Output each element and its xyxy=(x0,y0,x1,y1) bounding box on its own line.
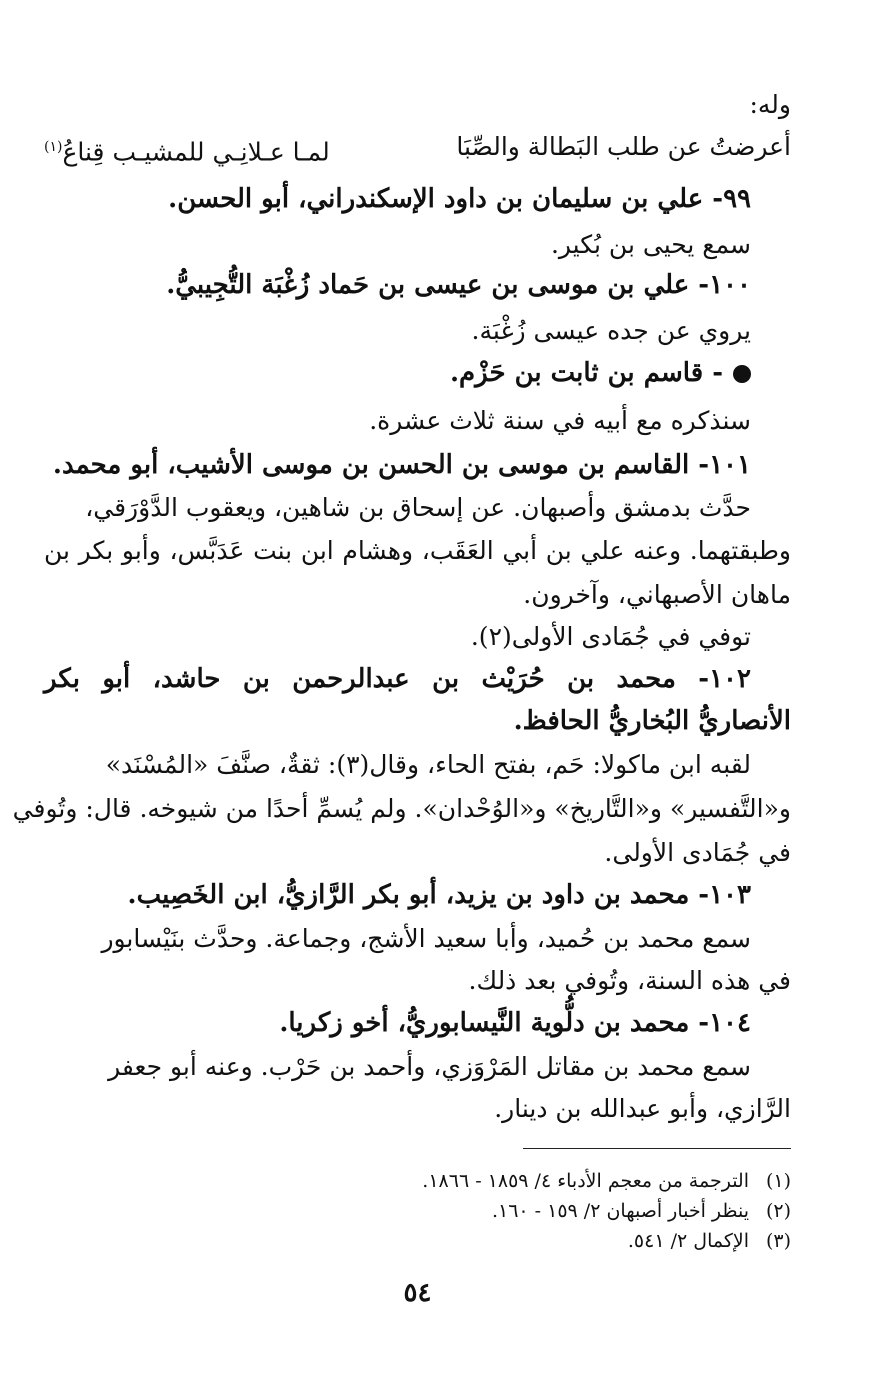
entry-heading-qasim-text: - قاسم بن ثابت بن حَزْم. xyxy=(449,358,723,388)
footnote-number: (١) xyxy=(765,1170,791,1192)
book-page xyxy=(12,88,791,1374)
footnote-text: ينظر أخبار أصبهان ٢/ ١٥٩ - ١٦٠. xyxy=(491,1200,749,1222)
verse-hemistich-second xyxy=(44,130,330,169)
entry-heading-99: ٩٩- علي بن سليمان بن داود الإسكندراني، أبو الحسن. xyxy=(168,184,751,214)
entry-heading-100: ١٠٠- علي بن موسى بن عيسى بن حَماد زُغْبَة التُّجِيبيُّ. xyxy=(166,270,751,300)
entry-body-99: سمع يحيى بن بُكير. xyxy=(550,230,751,259)
entry-body-104-line2: الرَّازي، وأبو عبدالله بن دينار. xyxy=(494,1094,791,1123)
entry-body-103-line1: سمع محمد بن حُميد، وأبا سعيد الأشج، وجماعة. وحدَّث بنَيْسابور xyxy=(101,924,751,953)
entry-body-101-line3: ماهان الأصبهاني، وآخرون. xyxy=(523,580,791,609)
page-number: ٥٤ xyxy=(403,1278,432,1308)
entry-body-101-line1: حدَّث بدمشق وأصبهان. عن إسحاق بن شاهين، ويعقوب الدَّوْرَقي، xyxy=(85,493,751,522)
intro-line: وله: xyxy=(749,90,791,119)
footnote-2 xyxy=(44,1198,791,1224)
entry-body-102-line3: في جُمَادى الأولى. xyxy=(604,838,791,867)
verse-hemistich-second-text: لمـا عـلانِـي للمشيـب قِناعُ xyxy=(62,137,330,167)
entry-heading-104: ١٠٤- محمد بن دلُّوية النَّيسابوريُّ، أخو زكريا. xyxy=(279,1008,751,1038)
bullet-icon xyxy=(733,365,751,383)
entry-heading-102-line2: الأنصاريُّ البُخاريُّ الحافظ. xyxy=(513,706,791,736)
footnote-text: الإكمال ٢/ ٥٤١. xyxy=(627,1230,749,1252)
entry-body-100: يروي عن جده عيسى زُغْبَة. xyxy=(471,316,751,345)
entry-heading-qasim xyxy=(44,356,791,390)
entry-heading-101: ١٠١- القاسم بن موسى بن الحسن بن موسى الأشيب، أبو محمد. xyxy=(52,450,751,480)
entry-body-103-line2: في هذه السنة، وتُوفي بعد ذلك. xyxy=(468,966,791,995)
entry-body-102-line1: لقبه ابن ماكولا: حَم، بفتح الحاء، وقال(٣): ثقةٌ، صنَّفَ «المُسْنَد» xyxy=(105,750,751,779)
footnote-number: (٣) xyxy=(765,1230,791,1252)
footnote-number: (٢) xyxy=(765,1200,791,1222)
entry-body-101-line2: وطبقتهما. وعنه علي بن أبي العَقَب، وهشام ابن بنت عَدَبَّس، وأبو بكر بن xyxy=(44,536,791,565)
entry-body-101-line4: توفي في جُمَادى الأولى(٢). xyxy=(470,622,751,651)
footnote-1 xyxy=(44,1168,791,1194)
entry-body-qasim: سنذكره مع أبيه في سنة ثلاث عشرة. xyxy=(369,406,751,435)
footnote-ref-1: (١) xyxy=(44,139,63,155)
footnote-3 xyxy=(44,1228,791,1254)
entry-body-102-line2: و«التَّفسير» و«التَّاريخ» و«الوُحْدان». ولم يُسمِّ أحدًا من شيوخه. قال: وتُوفي xyxy=(12,794,791,823)
entry-heading-102-line1: ١٠٢- محمد بن حُرَيْث بن عبدالرحمن بن حاشد، أبو بكر xyxy=(44,664,751,694)
footnote-text: الترجمة من معجم الأدباء ٤/ ١٨٥٩ - ١٨٦٦. xyxy=(422,1170,749,1192)
entry-heading-103: ١٠٣- محمد بن داود بن يزيد، أبو بكر الرَّازيُّ، ابن الخَصِيب. xyxy=(127,880,751,910)
footnote-separator xyxy=(523,1148,791,1149)
poem-verse xyxy=(44,130,791,169)
verse-hemistich-first: أعرضتُ عن طلب البَطالة والصِّبَا xyxy=(456,132,791,161)
entry-body-104-line1: سمع محمد بن مقاتل المَرْوَزي، وأحمد بن حَرْب. وعنه أبو جعفر xyxy=(108,1052,751,1081)
